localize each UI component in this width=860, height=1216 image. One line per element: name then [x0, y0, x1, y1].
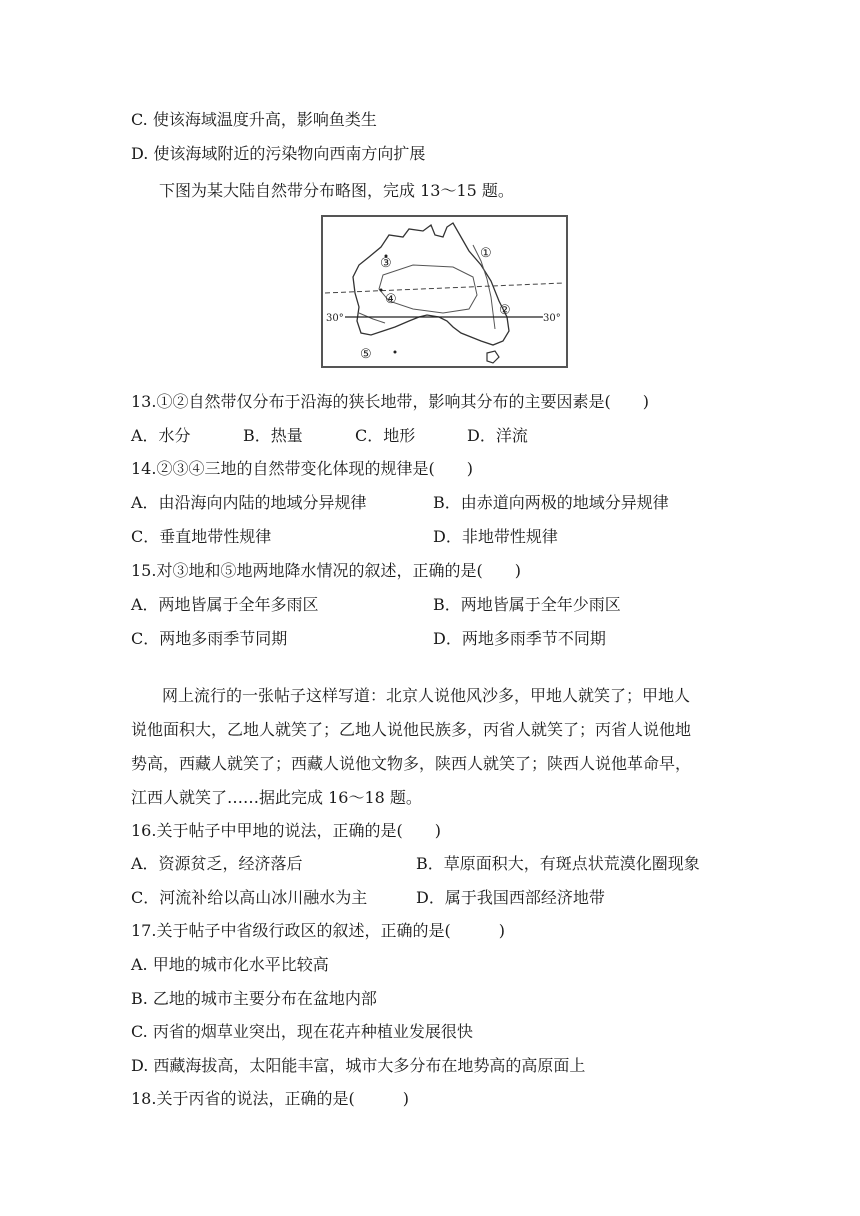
zone-dot	[394, 351, 397, 354]
zone-label-3: ③	[380, 256, 392, 271]
q13-option-c: C．地形	[355, 426, 416, 445]
tasmania-outline	[487, 351, 499, 363]
q17-option-c: C. 丙省的烟草业突出，现在花卉种植业发展很快	[131, 1022, 473, 1041]
q15-option-a: A．两地皆属于全年多雨区	[131, 595, 319, 614]
zone-label-1: ①	[480, 246, 492, 261]
q16-option-c: C．河流补给以高山冰川融水为主	[131, 888, 368, 907]
q16-option-b: B．草原面积大，有斑点状荒漠化圈现象	[416, 854, 700, 873]
q14-stem: 14.②③④三地的自然带变化体现的规律是( )	[131, 459, 473, 478]
q17-option-d: D. 西藏海拔高，太阳能丰富，城市大多分布在地势高的高原面上	[131, 1056, 586, 1075]
q12-option-d: D. 使该海域附近的污染物向西南方向扩展	[131, 144, 426, 163]
zone-label-5: ⑤	[360, 347, 372, 362]
q12-option-c: C. 使该海域温度升高，影响鱼类生	[131, 110, 377, 129]
q13-option-b: B．热量	[243, 426, 303, 445]
zone-dot	[380, 289, 383, 292]
passage-line: 势高，西藏人就笑了；西藏人说他文物多，陕西人就笑了；陕西人说他革命早，	[131, 754, 692, 773]
zone-label-2: ②	[499, 303, 511, 318]
zone-label-4: ④	[385, 292, 397, 307]
q13-stem: 13.①②自然带仅分布于沿海的狭长地带，影响其分布的主要因素是( )	[131, 392, 649, 411]
q13-option-d: D．洋流	[467, 426, 528, 445]
map-drawing	[323, 217, 566, 366]
lat-label-left: 30°	[326, 313, 344, 324]
q17-option-b: B. 乙地的城市主要分布在盆地内部	[131, 989, 377, 1008]
q17-stem: 17.关于帖子中省级行政区的叙述，正确的是( )	[131, 921, 505, 940]
q15-option-d: D．两地多雨季节不同期	[433, 629, 606, 648]
q14-option-c: C．垂直地带性规律	[131, 527, 272, 546]
q14-option-a: A．由沿海向内陆的地域分异规律	[131, 493, 367, 512]
passage-line: 网上流行的一张帖子这样写道：北京人说他风沙多，甲地人就笑了；甲地人	[162, 686, 691, 705]
q15-option-b: B．两地皆属于全年少雨区	[433, 595, 621, 614]
q16-option-a: A．资源贫乏，经济落后	[131, 854, 303, 873]
q16-option-d: D．属于我国西部经济地带	[416, 888, 605, 907]
passage-line: 江西人就笑了……据此完成 16～18 题。	[131, 788, 422, 807]
passage-line: 说他面积大，乙地人就笑了；乙地人说他民族多，丙省人就笑了；丙省人说他地	[131, 720, 692, 739]
q14-option-b: B．由赤道向两极的地域分异规律	[433, 493, 669, 512]
q17-option-a: A. 甲地的城市化水平比较高	[131, 955, 329, 974]
q18-stem: 18.关于丙省的说法，正确的是( )	[131, 1089, 409, 1108]
q15-stem: 15.对③地和⑤地两地降水情况的叙述，正确的是( )	[131, 561, 521, 580]
q14-option-d: D．非地带性规律	[433, 527, 558, 546]
tropic-line	[325, 283, 564, 293]
zone-boundary-southwest	[359, 313, 385, 323]
intro-13-15: 下图为某大陆自然带分布略图，完成 13～15 题。	[159, 181, 514, 200]
australia-natural-zone-map	[321, 215, 568, 368]
q15-option-c: C．两地多雨季节同期	[131, 629, 288, 648]
q13-option-a: A．水分	[131, 426, 191, 445]
continent-outline	[353, 223, 509, 345]
lat-label-right: 30°	[543, 313, 561, 324]
q16-stem: 16.关于帖子中甲地的说法，正确的是( )	[131, 821, 441, 840]
